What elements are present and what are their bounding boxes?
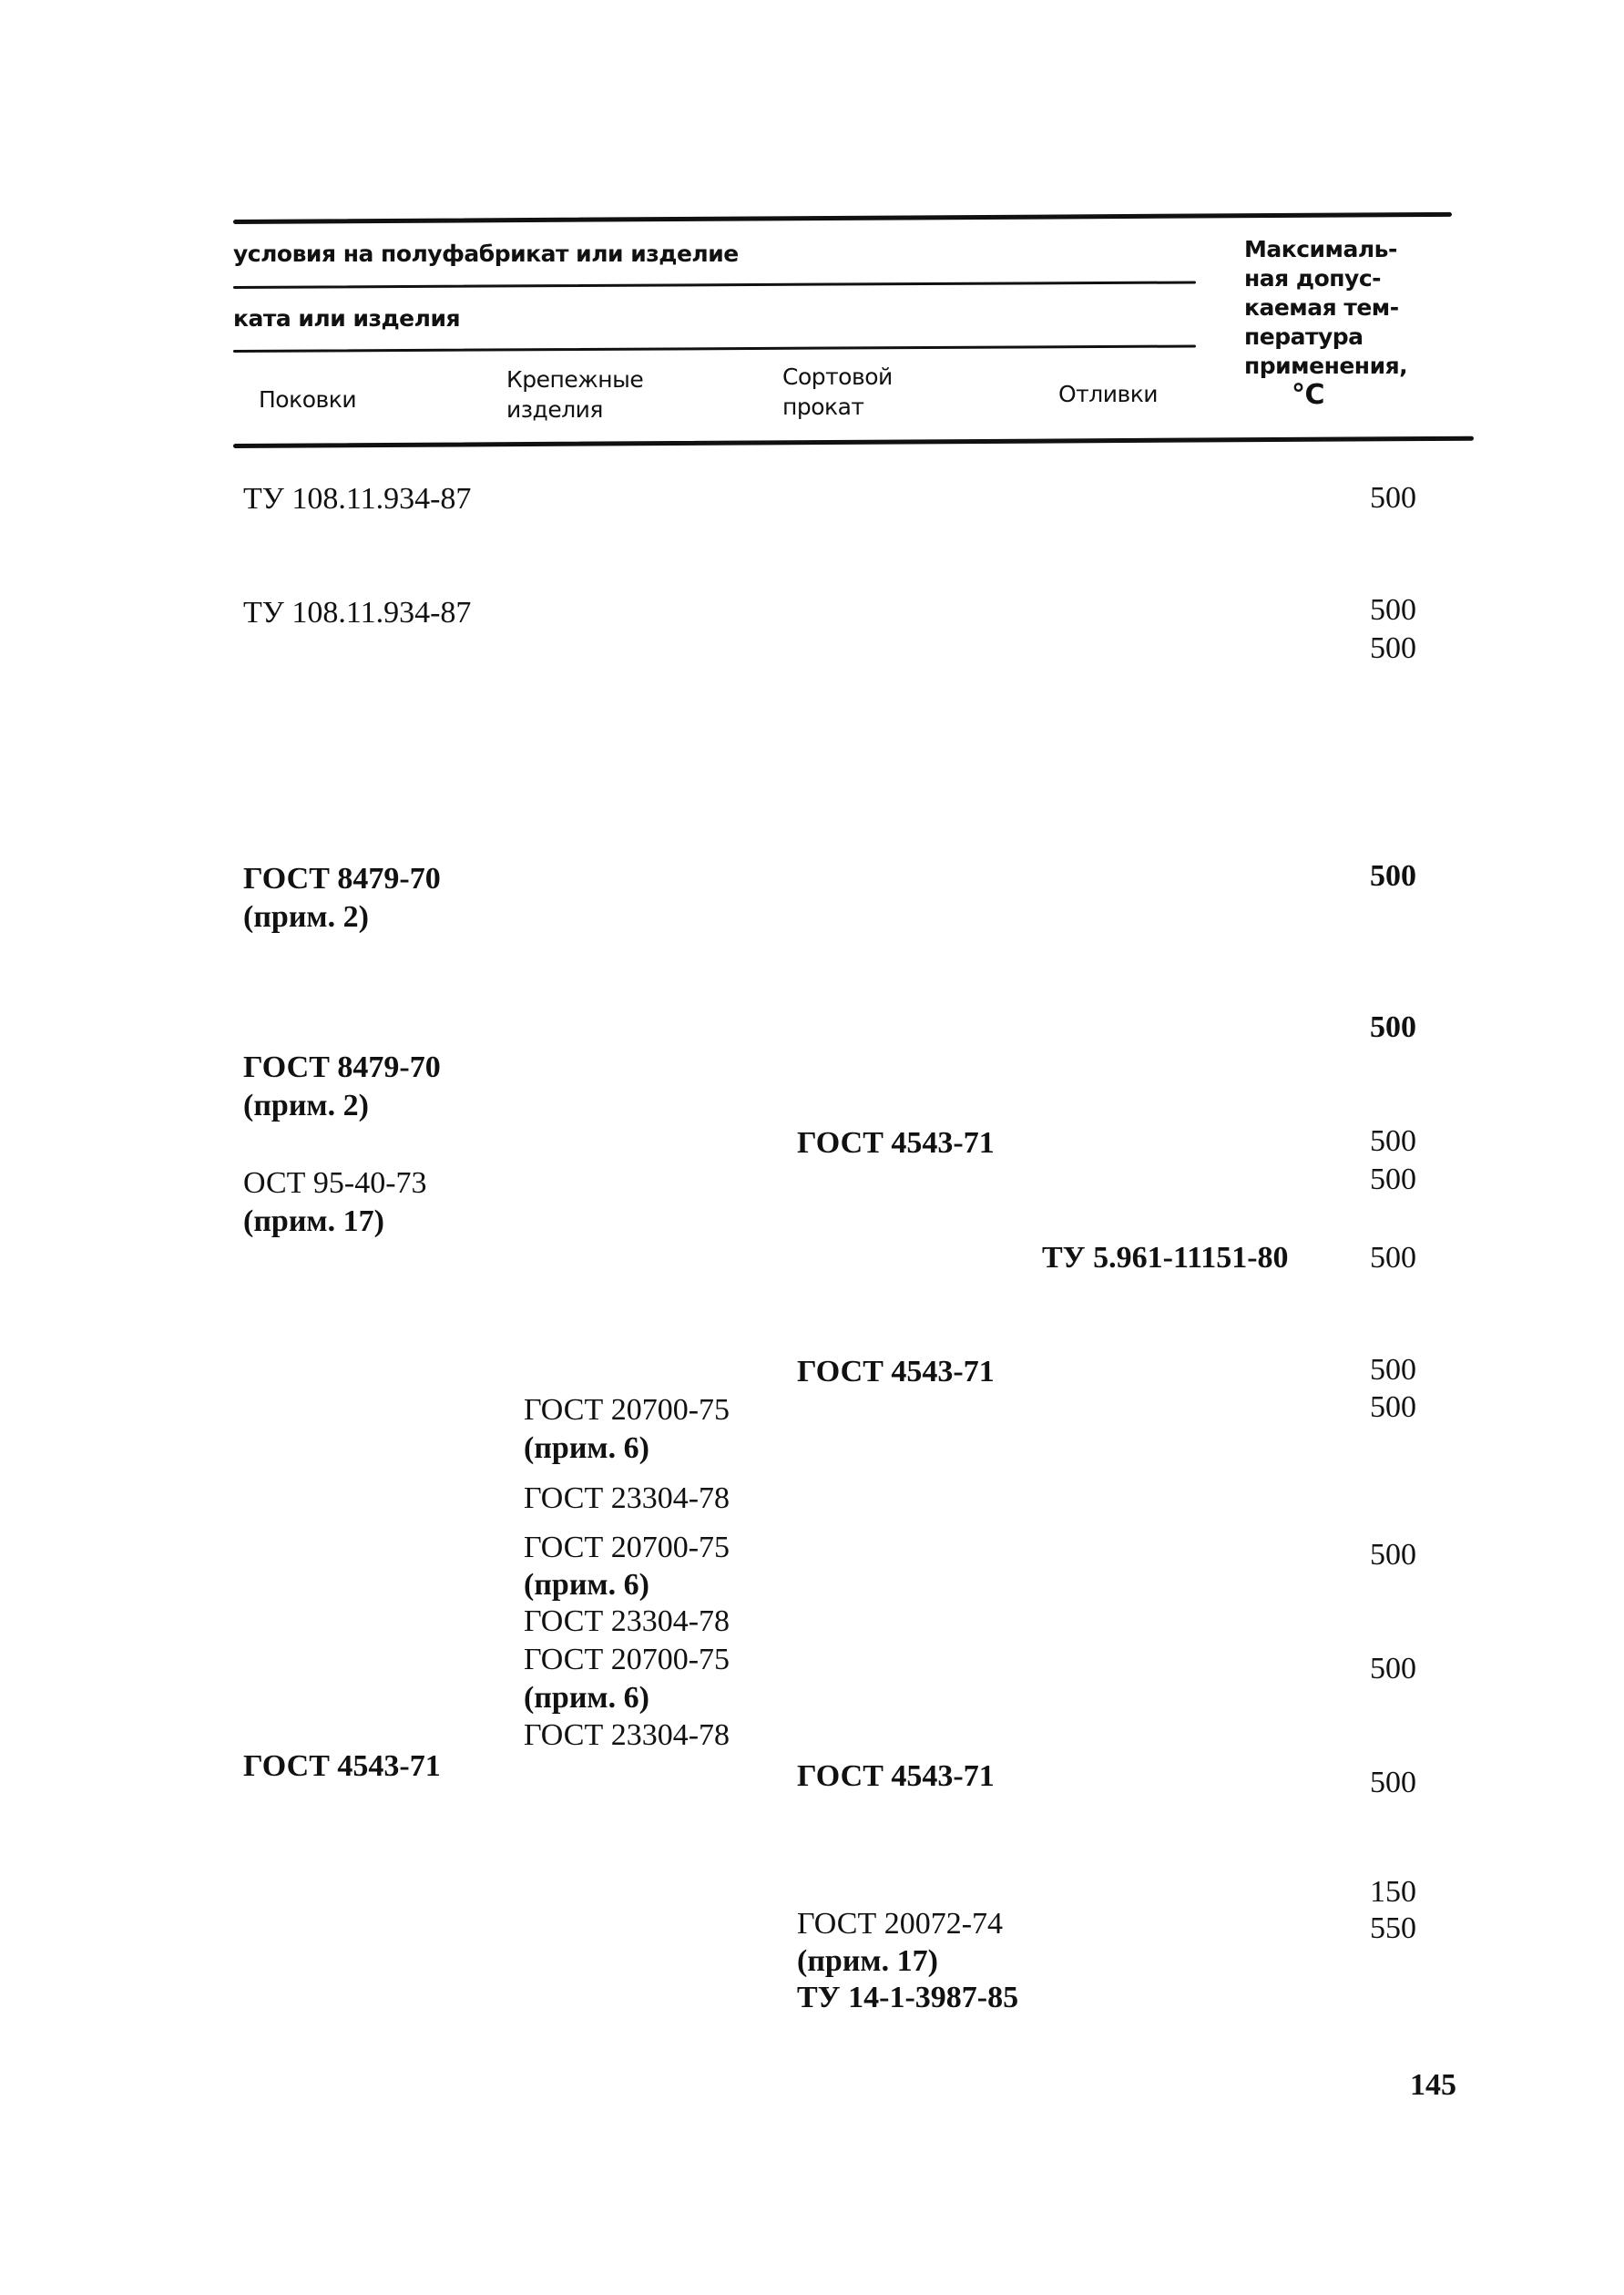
cell: (прим. 6): [524, 1681, 649, 1715]
cell: ГОСТ 20700-75: [524, 1393, 730, 1427]
cell: ТУ 5.961-11151-80: [1042, 1241, 1289, 1275]
cell: ГОСТ 8479-70: [243, 862, 441, 896]
cell: (прим. 2): [243, 1089, 369, 1122]
maxtemp-line: °С: [1292, 379, 1325, 411]
col-header-maxtemp: [1244, 235, 1407, 410]
cell: 150: [1370, 1875, 1416, 1909]
cell: (прим. 6): [524, 1568, 649, 1602]
cell: 500: [1370, 481, 1416, 515]
cell: 500: [1370, 1766, 1416, 1799]
col-header-fasteners-line: Крепежные: [506, 366, 644, 393]
cell: 500: [1370, 1652, 1416, 1685]
cell: ГОСТ 23304-78: [524, 1604, 730, 1638]
cell: 550: [1370, 1911, 1416, 1945]
cell: 500: [1370, 859, 1416, 893]
col-header-rolled-line: Сортовой: [782, 364, 893, 390]
maxtemp-line: пература: [1244, 323, 1364, 350]
cell: 500: [1370, 631, 1416, 665]
cell: (прим. 17): [797, 1944, 938, 1978]
header-rule-3: [233, 344, 1196, 353]
cell: (прим. 2): [243, 900, 369, 934]
cell: ТУ 14-1-3987-85: [797, 1981, 1019, 2014]
cell: ГОСТ 23304-78: [524, 1481, 730, 1515]
col-header-fasteners: [506, 364, 643, 425]
cell: ГОСТ 4543-71: [797, 1355, 995, 1388]
cell: (прим. 17): [243, 1204, 384, 1238]
cell: ГОСТ 8479-70: [243, 1050, 441, 1084]
cell: ОСТ 95-40-73: [243, 1166, 427, 1200]
header-rule-2: [233, 281, 1196, 289]
cell: 500: [1370, 1010, 1416, 1044]
header-row1: условия на полуфабрикат или изделие: [233, 241, 739, 267]
cell: 500: [1370, 1241, 1416, 1275]
cell: ТУ 108.11.934-87: [243, 596, 472, 630]
cell: 500: [1370, 1124, 1416, 1158]
maxtemp-line: каемая тем-: [1244, 294, 1399, 321]
maxtemp-line: Максималь-: [1244, 236, 1397, 262]
header-row2: ката или изделия: [233, 305, 461, 332]
cell: 500: [1370, 1390, 1416, 1424]
cell: 500: [1370, 1538, 1416, 1572]
cell: ГОСТ 4543-71: [243, 1749, 441, 1783]
cell: ГОСТ 4543-71: [797, 1759, 995, 1793]
col-header-forgings: Поковки: [259, 386, 357, 413]
cell: ГОСТ 4543-71: [797, 1126, 995, 1160]
cell: 500: [1370, 1353, 1416, 1387]
col-header-rolled-line: прокат: [782, 394, 864, 420]
cell: ТУ 108.11.934-87: [243, 482, 472, 516]
maxtemp-line: ная допус-: [1244, 265, 1382, 292]
maxtemp-line: применения,: [1244, 353, 1408, 379]
cell: 500: [1370, 1163, 1416, 1196]
cell: ГОСТ 20072-74: [797, 1907, 1004, 1941]
header-bottom-rule: [233, 436, 1474, 448]
cell: ГОСТ 23304-78: [524, 1718, 730, 1752]
col-header-rolled: [782, 362, 893, 422]
cell: (прим. 6): [524, 1431, 649, 1465]
table-top-rule: [233, 212, 1452, 224]
cell: ГОСТ 20700-75: [524, 1531, 730, 1564]
cell: ГОСТ 20700-75: [524, 1643, 730, 1676]
col-header-castings: Отливки: [1058, 381, 1159, 407]
cell: 500: [1370, 593, 1416, 627]
page-number: 145: [1410, 2068, 1456, 2102]
col-header-fasteners-line: изделия: [506, 396, 603, 423]
